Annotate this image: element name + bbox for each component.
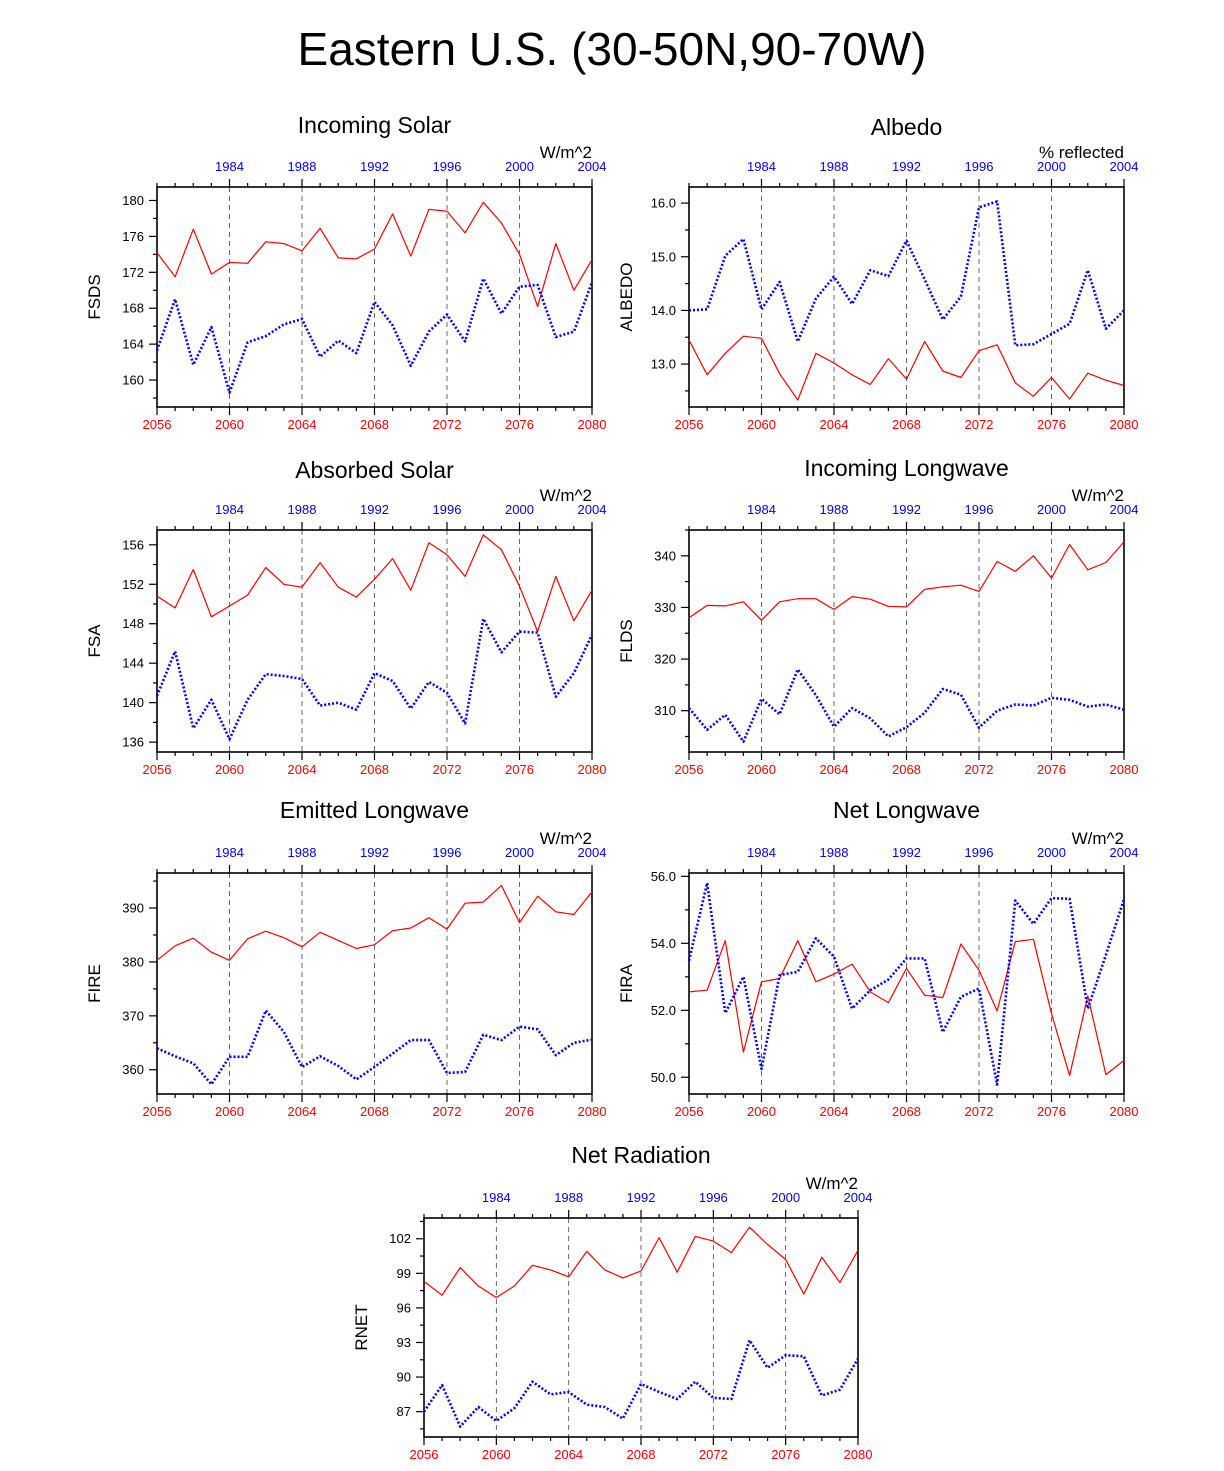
panel-title: Albedo: [870, 114, 943, 140]
y-tick-label: 176: [122, 228, 144, 244]
units-label: W/m^2: [805, 1174, 858, 1193]
y-axis-label: ALBEDO: [617, 262, 636, 332]
x-tick-label-bottom: 2068: [892, 1104, 921, 1119]
x-tick-label-top: 1984: [747, 502, 776, 517]
x-tick-label-top: 1996: [964, 845, 994, 860]
x-tick-label-bottom: 2056: [142, 762, 172, 777]
x-tick-label-bottom: 2060: [215, 1104, 244, 1119]
y-tick-label: 140: [122, 695, 144, 711]
panel-fsa: [85, 457, 606, 777]
units-label: % reflected: [1038, 143, 1124, 162]
x-tick-label-bottom: 2076: [505, 762, 534, 777]
y-axis-label: FLDS: [617, 619, 636, 663]
x-tick-label-top: 1984: [215, 502, 244, 517]
x-tick-label-bottom: 2072: [964, 1104, 994, 1119]
y-tick-label: 90: [396, 1369, 411, 1385]
panel-title: Net Radiation: [571, 1142, 711, 1168]
panel-fire: [85, 797, 606, 1119]
x-tick-label-bottom: 2076: [505, 1104, 534, 1119]
y-tick-label: 168: [122, 300, 144, 316]
x-tick-label-bottom: 2076: [1037, 417, 1066, 432]
y-axis-label: FIRA: [617, 964, 636, 1003]
x-tick-label-bottom: 2064: [819, 762, 849, 777]
x-tick-label-bottom: 2080: [843, 1447, 873, 1462]
y-tick-label: 370: [122, 1008, 144, 1024]
y-tick-label: 16.0: [650, 195, 676, 211]
panel-fira: [617, 797, 1138, 1119]
y-tick-label: 93: [396, 1334, 411, 1350]
y-axis-label: FIRE: [85, 964, 104, 1003]
x-tick-label-bottom: 2080: [577, 762, 607, 777]
x-tick-label-bottom: 2076: [771, 1447, 801, 1462]
x-tick-label-bottom: 2080: [577, 417, 607, 432]
x-tick-label-bottom: 2056: [142, 417, 172, 432]
x-tick-label-top: 2000: [1037, 502, 1066, 517]
x-tick-label-top: 2004: [1109, 845, 1139, 860]
y-tick-label: 310: [654, 703, 676, 719]
x-tick-label-top: 1984: [215, 845, 244, 860]
x-tick-label-bottom: 2072: [964, 762, 994, 777]
x-tick-label-bottom: 2072: [432, 417, 462, 432]
x-tick-label-top: 1996: [432, 502, 462, 517]
x-tick-label-bottom: 2060: [215, 417, 244, 432]
units-label: W/m^2: [1071, 829, 1124, 848]
x-tick-label-bottom: 2064: [554, 1447, 584, 1462]
panel-title: Absorbed Solar: [295, 457, 454, 483]
x-tick-label-top: 1992: [626, 1190, 656, 1205]
x-tick-label-bottom: 2068: [892, 417, 921, 432]
x-tick-label-bottom: 2056: [674, 1104, 704, 1119]
y-tick-label: 56.0: [650, 868, 676, 884]
x-tick-label-bottom: 2064: [819, 1104, 849, 1119]
y-tick-label: 164: [122, 336, 144, 352]
x-tick-label-bottom: 2076: [505, 417, 534, 432]
x-tick-label-top: 1984: [747, 159, 776, 174]
x-tick-label-top: 1996: [698, 1190, 728, 1205]
x-tick-label-top: 2004: [577, 159, 607, 174]
x-tick-label-bottom: 2080: [1109, 417, 1139, 432]
series-line-model: [689, 542, 1124, 620]
x-tick-label-top: 1988: [287, 502, 317, 517]
x-tick-label-top: 2000: [771, 1190, 801, 1205]
x-tick-label-top: 2004: [577, 845, 607, 860]
panel-flds: [617, 455, 1138, 777]
x-tick-label-bottom: 2076: [1037, 762, 1066, 777]
y-tick-label: 15.0: [650, 249, 676, 265]
x-tick-label-bottom: 2064: [287, 417, 317, 432]
x-tick-label-top: 1988: [287, 845, 317, 860]
x-tick-label-bottom: 2068: [626, 1447, 656, 1462]
y-axis-label: FSA: [85, 624, 104, 658]
units-label: W/m^2: [539, 829, 592, 848]
x-tick-label-top: 2004: [577, 502, 607, 517]
x-tick-label-bottom: 2072: [432, 762, 462, 777]
x-tick-label-bottom: 2072: [964, 417, 994, 432]
x-tick-label-top: 1984: [747, 845, 776, 860]
y-tick-label: 102: [389, 1231, 411, 1247]
x-tick-label-bottom: 2060: [481, 1447, 511, 1462]
y-axis-label: RNET: [352, 1304, 371, 1351]
x-tick-label-top: 1992: [892, 159, 921, 174]
x-tick-label-bottom: 2056: [409, 1447, 439, 1462]
x-tick-label-top: 1996: [432, 845, 462, 860]
x-tick-label-top: 1988: [819, 845, 849, 860]
y-tick-label: 320: [654, 651, 676, 667]
y-tick-label: 152: [122, 576, 144, 592]
y-tick-label: 136: [122, 734, 144, 750]
x-tick-label-bottom: 2060: [747, 417, 776, 432]
x-tick-label-top: 1992: [892, 845, 921, 860]
x-tick-label-bottom: 2068: [360, 762, 389, 777]
x-tick-label-bottom: 2056: [674, 762, 704, 777]
x-tick-label-top: 2000: [505, 502, 534, 517]
x-tick-label-bottom: 2072: [698, 1447, 728, 1462]
y-tick-label: 180: [122, 192, 144, 208]
x-tick-label-bottom: 2068: [360, 417, 389, 432]
x-tick-label-top: 1988: [554, 1190, 584, 1205]
y-tick-label: 87: [396, 1404, 411, 1420]
x-tick-label-top: 1984: [481, 1190, 511, 1205]
x-tick-label-top: 1992: [892, 502, 921, 517]
x-tick-label-top: 1992: [360, 502, 389, 517]
panel-title: Incoming Solar: [297, 112, 452, 138]
x-tick-label-top: 1988: [819, 502, 849, 517]
y-tick-label: 96: [396, 1300, 411, 1316]
y-tick-label: 50.0: [650, 1069, 676, 1085]
y-tick-label: 14.0: [650, 302, 676, 318]
units-label: W/m^2: [539, 486, 592, 505]
x-tick-label-bottom: 2056: [142, 1104, 172, 1119]
panel-title: Emitted Longwave: [279, 797, 470, 823]
units-label: W/m^2: [1071, 486, 1124, 505]
x-tick-label-top: 1988: [819, 159, 849, 174]
x-tick-label-bottom: 2060: [215, 762, 244, 777]
x-tick-label-top: 2004: [1109, 159, 1139, 174]
x-tick-label-top: 2000: [505, 845, 534, 860]
y-tick-label: 54.0: [650, 935, 676, 951]
x-tick-label-bottom: 2072: [432, 1104, 462, 1119]
x-tick-label-bottom: 2064: [287, 762, 317, 777]
x-tick-label-bottom: 2056: [674, 417, 704, 432]
x-tick-label-top: 1992: [360, 159, 389, 174]
y-tick-label: 52.0: [650, 1002, 676, 1018]
x-tick-label-top: 2000: [1037, 845, 1066, 860]
units-label: W/m^2: [539, 143, 592, 162]
y-tick-label: 380: [122, 954, 144, 970]
x-tick-label-top: 1996: [964, 159, 994, 174]
y-tick-label: 144: [122, 655, 144, 671]
x-tick-label-top: 1996: [432, 159, 462, 174]
y-tick-label: 340: [654, 548, 676, 564]
y-tick-label: 13.0: [650, 356, 676, 372]
page-title: Eastern U.S. (30-50N,90-70W): [297, 23, 927, 75]
y-tick-label: 160: [122, 372, 144, 388]
panel-rnet: [352, 1142, 872, 1462]
y-tick-label: 99: [396, 1265, 411, 1281]
x-tick-label-top: 2000: [505, 159, 534, 174]
panel-fsds: [85, 112, 606, 432]
x-tick-label-bottom: 2076: [1037, 1104, 1066, 1119]
y-tick-label: 172: [122, 264, 144, 280]
x-tick-label-bottom: 2068: [892, 762, 921, 777]
y-tick-label: 156: [122, 537, 144, 553]
y-axis-label: FSDS: [85, 274, 104, 320]
x-tick-label-bottom: 2080: [1109, 762, 1139, 777]
y-tick-label: 330: [654, 599, 676, 615]
x-tick-label-top: 2000: [1037, 159, 1066, 174]
y-tick-label: 148: [122, 616, 144, 632]
x-tick-label-bottom: 2068: [360, 1104, 389, 1119]
x-tick-label-top: 2004: [843, 1190, 873, 1205]
x-tick-label-bottom: 2060: [747, 762, 776, 777]
y-tick-label: 360: [122, 1062, 144, 1078]
x-tick-label-bottom: 2060: [747, 1104, 776, 1119]
x-tick-label-bottom: 2080: [1109, 1104, 1139, 1119]
x-tick-label-top: 1988: [287, 159, 317, 174]
panel-title: Incoming Longwave: [804, 455, 1009, 481]
x-tick-label-top: 2004: [1109, 502, 1139, 517]
y-tick-label: 390: [122, 900, 144, 916]
x-tick-label-top: 1992: [360, 845, 389, 860]
x-tick-label-bottom: 2064: [819, 417, 849, 432]
x-tick-label-top: 1984: [215, 159, 244, 174]
x-tick-label-top: 1996: [964, 502, 994, 517]
panel-title: Net Longwave: [832, 797, 981, 823]
x-tick-label-bottom: 2064: [287, 1104, 317, 1119]
x-tick-label-bottom: 2080: [577, 1104, 607, 1119]
panel-albedo: [617, 114, 1138, 432]
